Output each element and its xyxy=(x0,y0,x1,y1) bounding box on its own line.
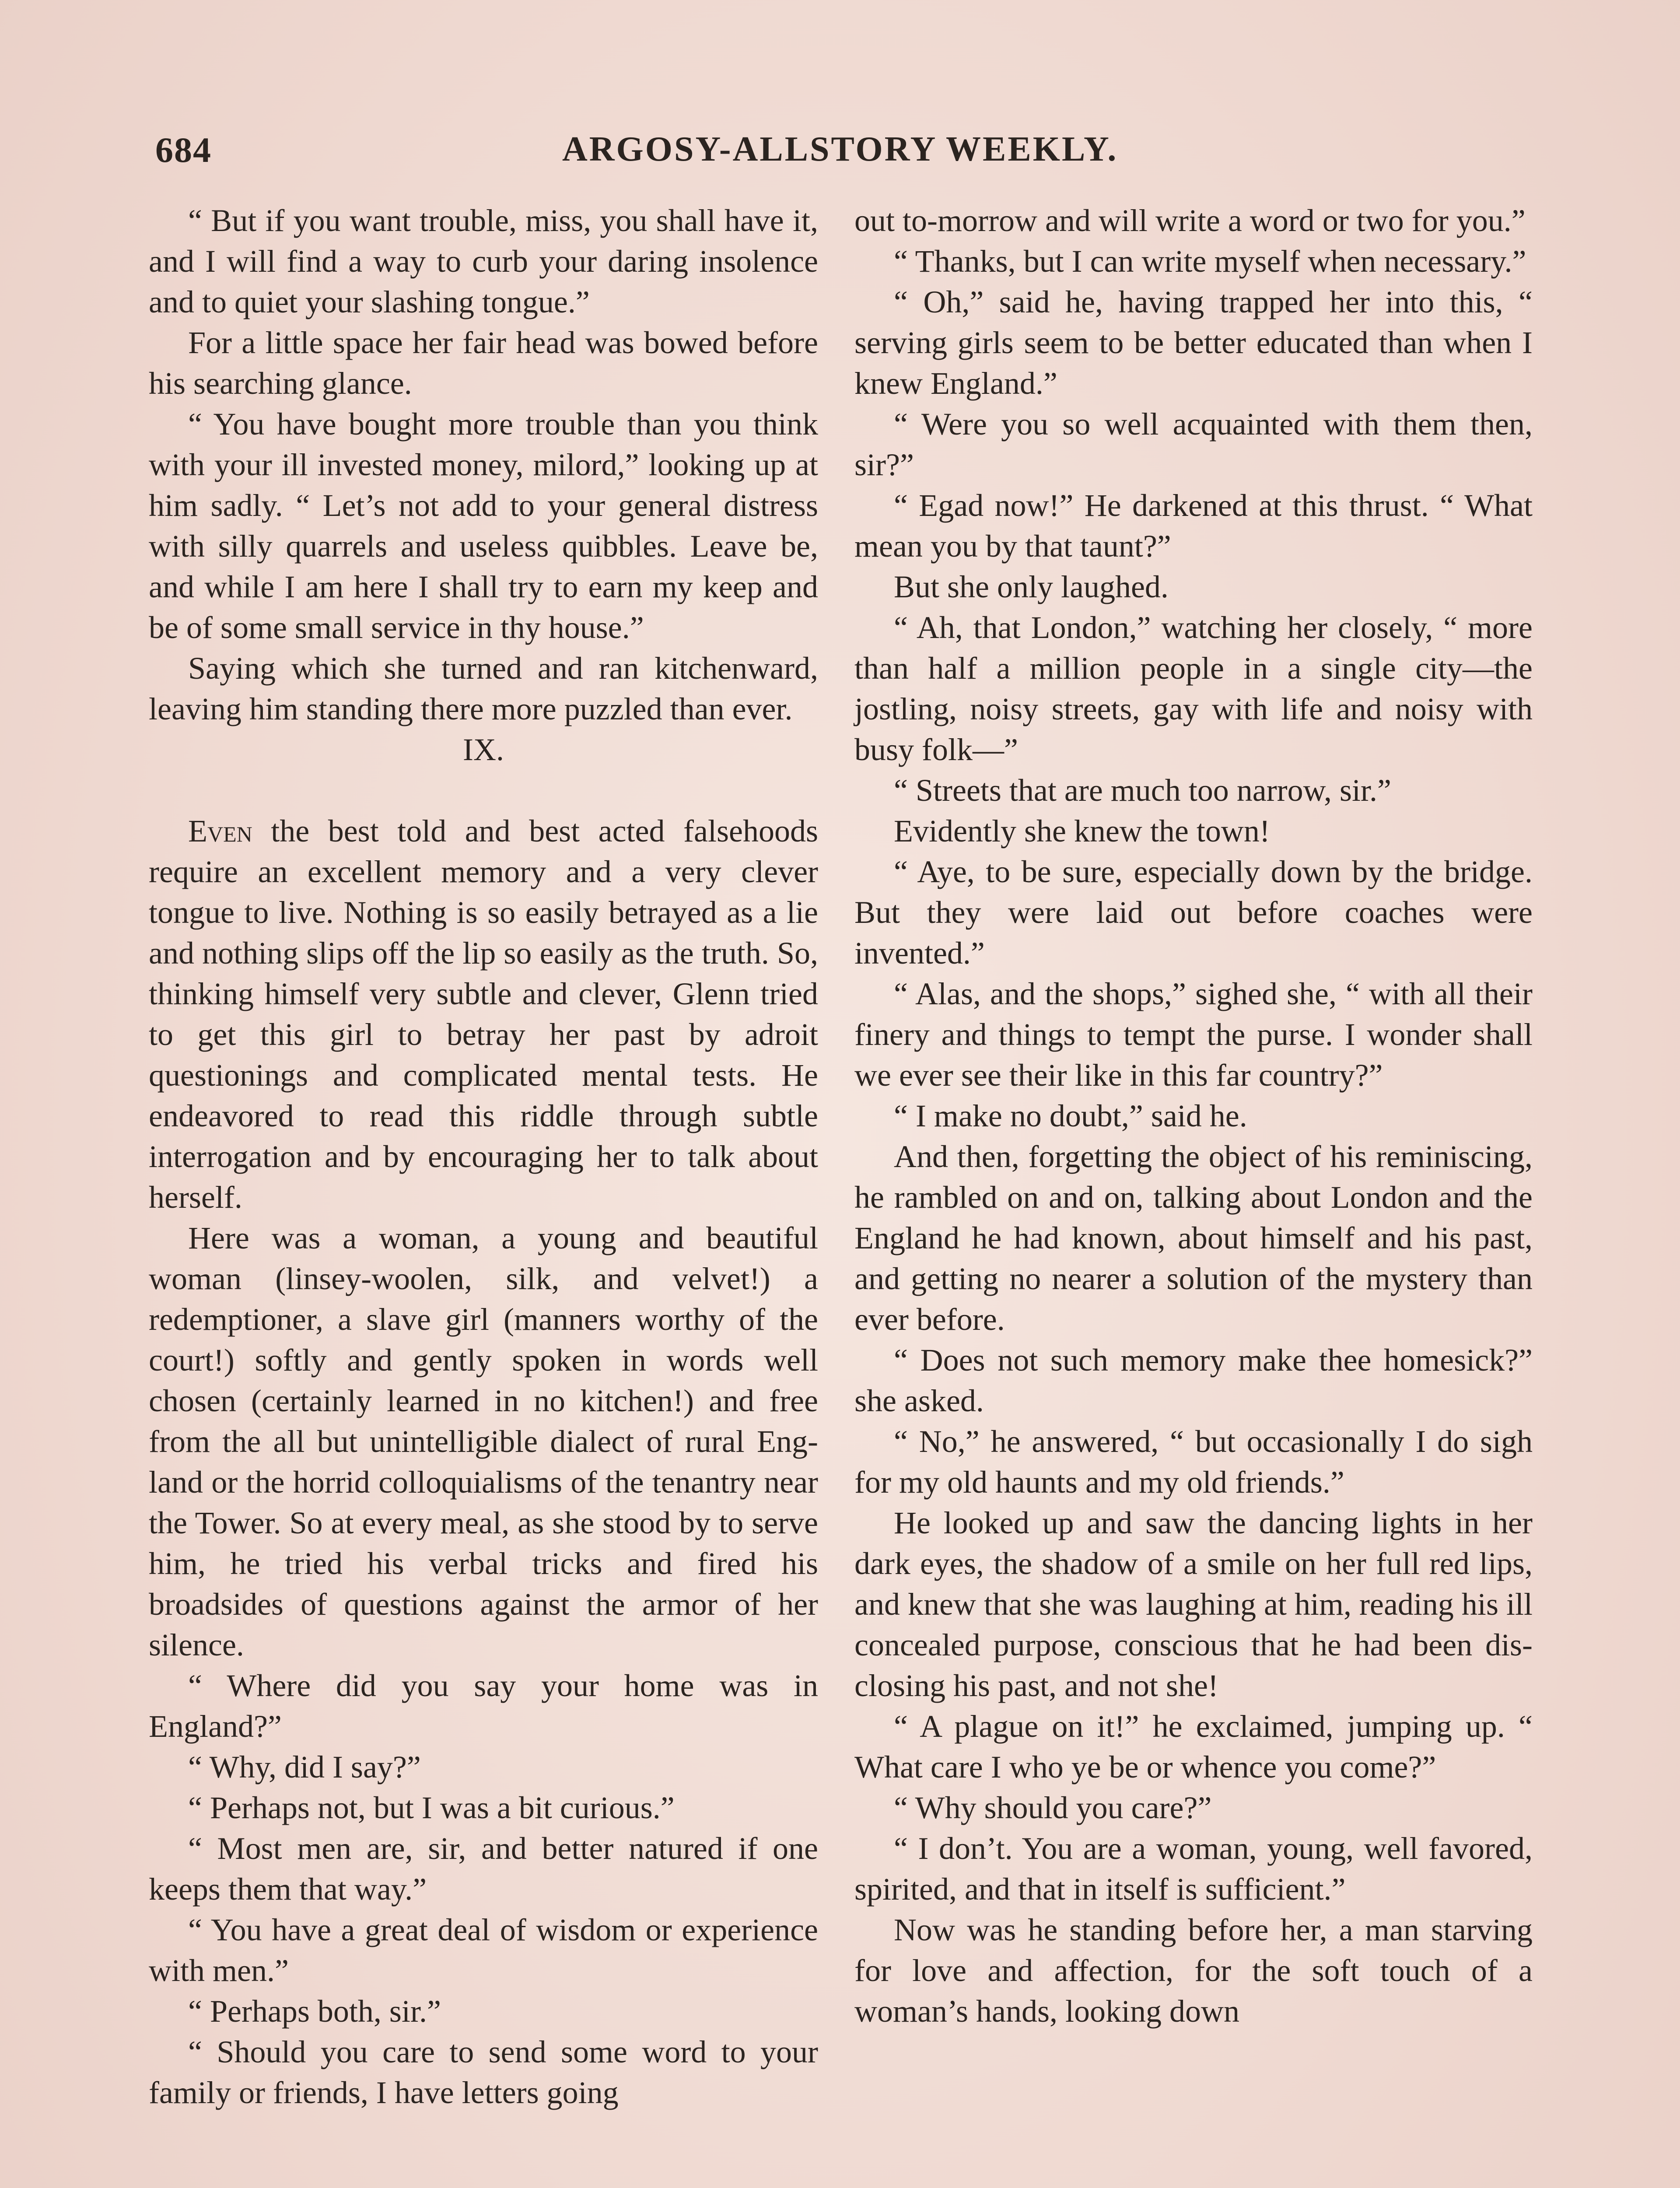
paragraph xyxy=(149,811,818,1218)
paragraph: “ Why, did I say?” xyxy=(188,1750,421,1785)
paragraph: But she only laughed. xyxy=(894,569,1169,604)
paragraph: “ Perhaps not, but I was a bit curious.” xyxy=(188,1790,675,1825)
paragraph: And then, forgetting the object of his reminiscing, he rambled on and on, talking about London and the England he had known, about himself and his past, and getting no nearer a solution of the mystery than ever before. xyxy=(854,1139,1533,1337)
paragraph: “ Were you so well acquainted with them then, sir?” xyxy=(854,407,1533,482)
paragraph: “ You have bought more trouble than you think with your ill invested money, milord,” looking up at him sadly. “ Let’s not add to your general distress with silly quarrels and useless quibbles. Leave be, and while I am here I shall try to earn my keep and be of some small service in thy house.” xyxy=(149,407,818,645)
page-number: 684 xyxy=(155,130,212,170)
paragraph: “ I make no doubt,” said he. xyxy=(894,1098,1247,1133)
paragraph: “ Ah, that London,” watching her closely, “ more than half a million people in a single city—the jostling, noisy streets, gay with life and noisy with busy folk—” xyxy=(854,610,1533,767)
paragraph: “ A plague on it!” he exclaimed, jumping up. “ What care I who ye be or whence you come?” xyxy=(854,1709,1533,1785)
paragraph: “ Aye, to be sure, especially down by the bridge. But they were laid out before coaches were invented.” xyxy=(854,854,1533,971)
page-header xyxy=(155,130,1529,178)
paragraph: “ Streets that are much too narrow, sir.” xyxy=(894,773,1391,808)
paragraph: “ Thanks, but I can write myself when necessary.” xyxy=(894,244,1526,279)
right-column xyxy=(854,200,1533,2032)
paragraph: “ Where did you say your home was in England?” xyxy=(149,1668,818,1744)
paragraph: “ Egad now!” He darkened at this thrust. “ What mean you by that taunt?” xyxy=(854,488,1533,564)
paragraph: “ Perhaps both, sir.” xyxy=(188,1994,441,2029)
paragraph: “ Oh,” said he, having trapped her into this, “ serving girls seem to be better educated than when I knew England.” xyxy=(854,284,1533,401)
left-column xyxy=(149,200,818,2113)
paragraph: “ You have a great deal of wisdom or experience with men.” xyxy=(149,1912,818,1988)
paragraph: “ Should you care to send some word to your family or friends, I have letters going xyxy=(149,2034,818,2110)
paragraph: “ Most men are, sir, and better natured if one keeps them that way.” xyxy=(149,1831,818,1907)
paragraph: “ Does not such memory make thee homesick?” she asked. xyxy=(854,1343,1533,1418)
paragraph: out to-morrow and will write a word or two for you.” xyxy=(854,203,1526,238)
paragraph: “ No,” he answered, “ but occasionally I do sigh for my old haunts and my old friends.” xyxy=(854,1424,1533,1500)
paragraph: “ But if you want trouble, miss, you shall have it, and I will find a way to curb your daring insolence and to quiet your slashing tongue.” xyxy=(149,203,818,319)
running-head: ARGOSY-ALLSTORY WEEKLY. xyxy=(562,130,1118,168)
paragraph: He looked up and saw the dancing lights in her dark eyes, the shadow of a smile on her full red lips, and knew that she was laughing at him, reading his ill concealed purpose, conscious that he had been disclosing his past, and not she! xyxy=(854,1505,1533,1703)
paragraph: Saying which she turned and ran kitchenward, leaving him standing there more puzzled than ever. xyxy=(149,651,818,726)
paragraph: “ Why should you care?” xyxy=(894,1790,1212,1825)
paragraph-text: the best told and best acted falsehoods require an excellent memory and a very clever tongue to live. Nothing is so easily betrayed as a lie and nothing slips off the lip so easily as the truth. So, thinking himself very subtle and clever, Glenn tried to get this girl to betray her past by adroit questionings and complicated mental tests. He endeavored to read this riddle through subtle interrogation and by encouraging her to talk about herself. xyxy=(149,813,818,1215)
paragraph: Evidently she knew the town! xyxy=(894,813,1270,849)
paragraph: For a little space her fair head was bowed before his searching glance. xyxy=(149,325,818,401)
paragraph: “ I don’t. You are a woman, young, well favored, spirited, and that in itself is sufficient.” xyxy=(854,1831,1533,1907)
paragraph: “ Alas, and the shops,” sighed she, “ with all their finery and things to tempt the purse. I wonder shall we ever see their like in this far country?” xyxy=(854,976,1533,1093)
opening-word: Even xyxy=(188,813,252,849)
chapter-heading: IX. xyxy=(463,732,504,767)
paragraph: Here was a woman, a young and beautiful woman (linsey-woolen, silk, and velvet!) a redemptioner, a slave girl (manners worthy of the court!) softly and gently spoken in words well chosen (certainly learned in no kitchen!) and free from the all but unintelligible dialect of rural England or the horrid colloquialisms of the tenantry near the Tower. So at every meal, as she stood by to serve him, he tried his verbal tricks and fired his broadsides of questions against the armor of her silence. xyxy=(149,1220,818,1662)
paragraph: Now was he standing before her, a man starving for love and affection, for the soft touch of a woman’s hands, looking down xyxy=(854,1912,1533,2029)
